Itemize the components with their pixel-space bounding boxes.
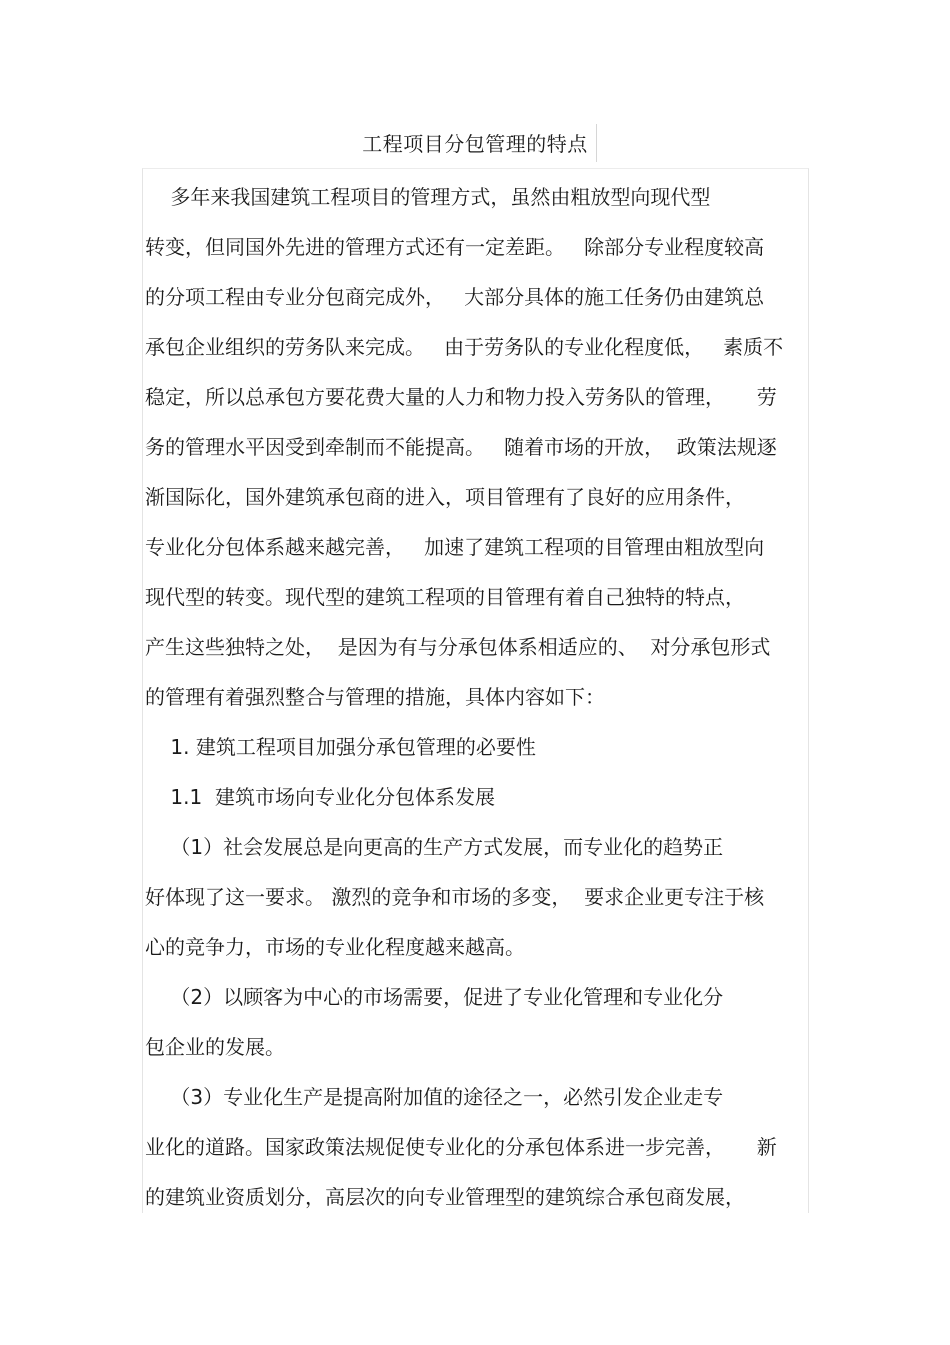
page-title: 工程项目分包管理的特点 [362, 132, 588, 156]
text-line: 产生这些独特之处， 是因为有与分承包体系相适应的、 对分承包形式 [145, 635, 771, 659]
text-line: 多年来我国建筑工程项目的管理方式，虽然由粗放型向现代型 [145, 185, 711, 209]
text-line: 承包企业组织的劳务队来完成。 由于劳务队的专业化程度低， 素质不 [145, 335, 784, 359]
text-line: 的分项工程由专业分包商完成外， 大部分具体的施工任务仍由建筑总 [145, 285, 765, 309]
text-line: 现代型的转变。现代型的建筑工程项的目管理有着自己独特的特点， [145, 585, 745, 609]
text-line: （3）专业化生产是提高附加值的途径之一，必然引发企业走专 [145, 1085, 724, 1109]
text-line: （1）社会发展总是向更高的生产方式发展，而专业化的趋势正 [145, 835, 724, 859]
text-line: 好体现了这一要求。 激烈的竞争和市场的多变， 要求企业更专注于核 [145, 885, 765, 909]
section-heading: 1. 建筑工程项目加强分承包管理的必要性 [145, 735, 536, 759]
text-line: 的建筑业资质划分，高层次的向专业管理型的建筑综合承包商发展， [145, 1185, 745, 1209]
text-line: 务的管理水平因受到牵制而不能提高。 随着市场的开放， 政策法规逐 [145, 435, 777, 459]
text-line: 渐国际化，国外建筑承包商的进入，项目管理有了良好的应用条件， [145, 485, 745, 509]
text-line: 转变，但同国外先进的管理方式还有一定差距。 除部分专业程度较高 [145, 235, 765, 259]
text-line: 专业化分包体系越来越完善， 加速了建筑工程项的目管理由粗放型向 [145, 535, 765, 559]
document-body [145, 172, 807, 1222]
text-line: （2）以顾客为中心的市场需要，促进了专业化管理和专业化分 [145, 985, 724, 1009]
text-line: 包企业的发展。 [145, 1035, 285, 1059]
title-divider [596, 124, 597, 162]
text-line: 稳定，所以总承包方要花费大量的人力和物力投入劳务队的管理， 劳 [145, 385, 777, 409]
subsection-heading: 1.1 建筑市场向专业化分包体系发展 [145, 785, 495, 809]
text-line: 业化的道路。国家政策法规促使专业化的分承包体系进一步完善， 新 [145, 1135, 777, 1159]
text-line: 心的竞争力，市场的专业化程度越来越高。 [145, 935, 525, 959]
text-line: 的管理有着强烈整合与管理的措施，具体内容如下： [145, 685, 605, 709]
